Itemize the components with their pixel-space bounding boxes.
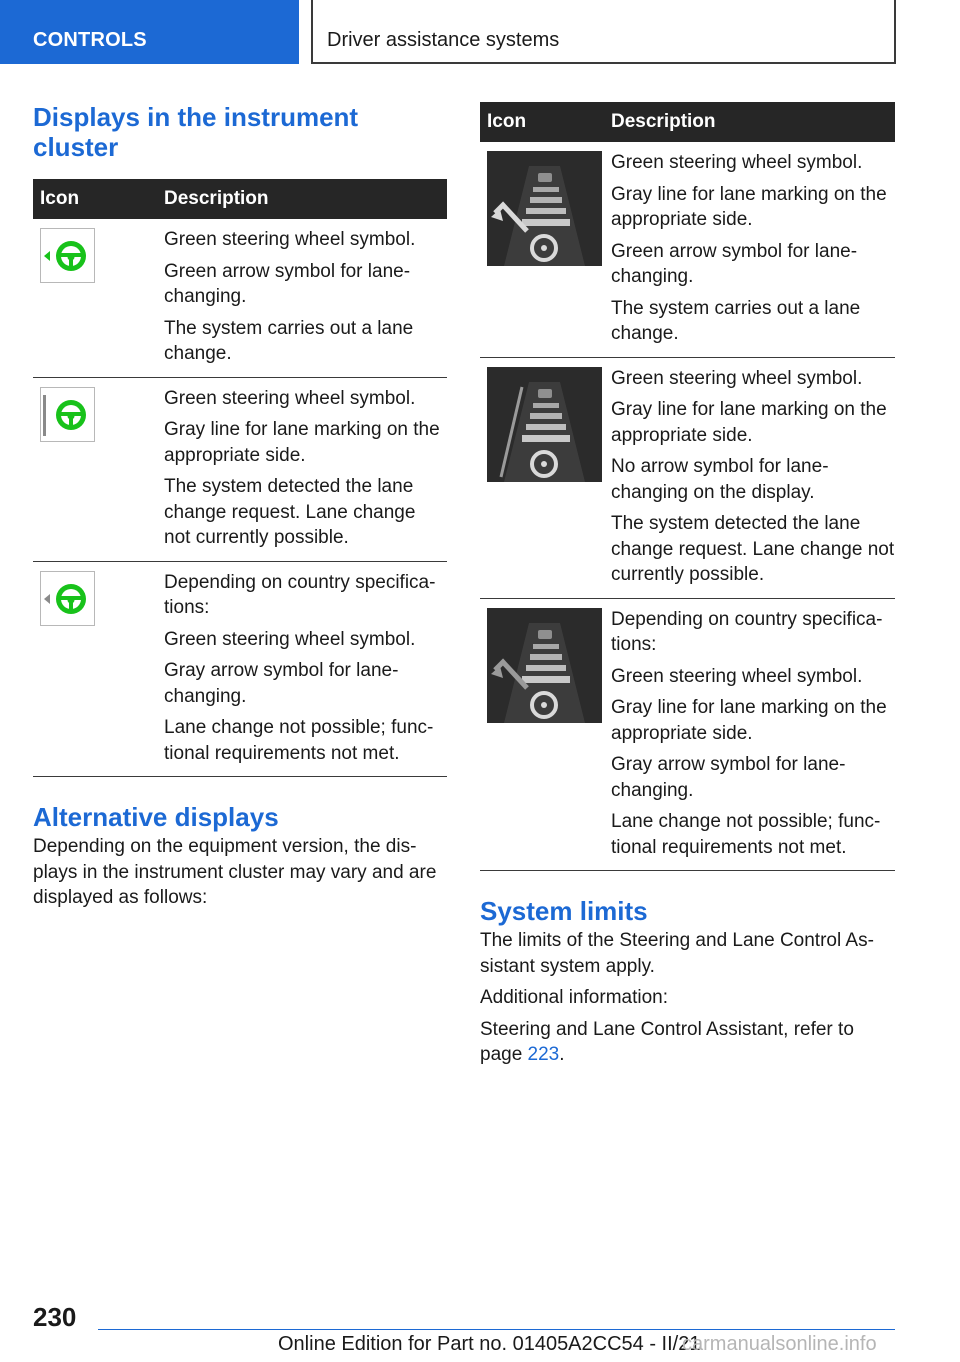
page-number: 230 xyxy=(33,1302,77,1332)
row-line: Lane change not possible; func-tional requirements not met. xyxy=(164,717,434,764)
system-limits-text: The limits of the Steering and Lane Control As-sistant system apply. xyxy=(480,930,874,977)
row-line: Green steering wheel symbol. xyxy=(164,229,416,250)
row-line: Green arrow symbol for lane-changing. xyxy=(611,240,858,287)
row-line: Gray arrow symbol for lane-changing. xyxy=(611,754,846,801)
row-line: The system detected the lane change request. Lane change not currently possible. xyxy=(164,476,416,548)
alternative-displays-table xyxy=(480,102,895,871)
alternative-displays-title: Alternative displays xyxy=(33,802,279,832)
row-line: The system detected the lane change request. Lane change not currently possible. xyxy=(611,513,895,585)
row-line: Gray line for lane marking on the appropriate side. xyxy=(164,419,440,466)
table-header-row xyxy=(480,102,895,142)
system-limits-title: System limits xyxy=(480,896,648,926)
row-line: The system carries out a lane change. xyxy=(611,297,861,344)
row-line: Green steering wheel symbol. xyxy=(164,387,416,409)
cluster-lane-change-green-arrow-icon xyxy=(487,151,602,266)
steering-wheel-green-gray-line-icon xyxy=(40,387,95,442)
row-line: Gray line for lane marking on the appropriate side. xyxy=(611,183,887,230)
reference-suffix: . xyxy=(559,1044,565,1065)
column-header-description: Description xyxy=(164,179,447,219)
table-row xyxy=(480,142,895,357)
column-header-icon: Icon xyxy=(33,179,164,219)
watermark: carmanualsonline.info xyxy=(682,1333,877,1355)
table-row xyxy=(480,357,895,598)
steering-wheel-green-arrow-icon xyxy=(40,228,95,283)
page-reference-link[interactable]: 223 xyxy=(527,1044,560,1065)
section-label: CONTROLS xyxy=(33,29,147,51)
row-line: Lane change not possible; func-tional requirements not met. xyxy=(611,811,881,858)
row-line: Depending on country specifica-tions: xyxy=(611,608,883,655)
row-line: Gray line for lane marking on the appropriate side. xyxy=(611,399,887,446)
row-line: Green steering wheel symbol. xyxy=(611,665,863,687)
table-row xyxy=(33,377,447,561)
cluster-lane-change-no-arrow-icon xyxy=(487,367,602,482)
row-line: The system carries out a lane change. xyxy=(164,317,414,364)
left-column xyxy=(33,102,447,911)
chapter-label: Driver assistance systems xyxy=(327,29,560,51)
row-line: Gray line for lane marking on the appropriate side. xyxy=(611,697,887,744)
row-line: Green steering wheel symbol. xyxy=(611,152,863,173)
instrument-cluster-table xyxy=(33,179,447,777)
edition-text: Online Edition for Part no. 01405A2CC54 - II/21 xyxy=(278,1333,701,1355)
chapter-tab xyxy=(311,0,896,64)
reference-prefix: Steering and Lane Control Assistant, refer to page xyxy=(480,1018,854,1065)
footer-divider xyxy=(98,1329,895,1330)
table-row xyxy=(33,219,447,377)
row-line: Depending on country specifica-tions: xyxy=(164,571,436,618)
table-row xyxy=(480,598,895,871)
table-row xyxy=(33,561,447,777)
cluster-lane-change-gray-arrow-icon xyxy=(487,608,602,723)
row-line: Green steering wheel symbol. xyxy=(611,367,863,389)
row-line: No arrow symbol for lane-changing on the display. xyxy=(611,456,829,503)
right-column xyxy=(480,102,895,1068)
row-line: Green arrow symbol for lane-changing. xyxy=(164,260,411,307)
column-header-icon: Icon xyxy=(480,102,611,142)
section-tab xyxy=(0,0,299,64)
steering-wheel-green-gray-arrow-icon xyxy=(40,571,95,626)
additional-info-label: Additional information: xyxy=(480,987,668,1008)
row-line: Gray arrow symbol for lane-changing. xyxy=(164,660,399,707)
column-header-description: Description xyxy=(611,102,895,142)
reference-text xyxy=(480,1017,895,1068)
section-title: Displays in the instrument cluster xyxy=(33,102,359,162)
row-line: Green steering wheel symbol. xyxy=(164,628,416,650)
table-header-row xyxy=(33,179,447,219)
alternative-displays-text: Depending on the equipment version, the dis-plays in the instrument cluster may vary and are displayed as follows: xyxy=(33,836,437,908)
